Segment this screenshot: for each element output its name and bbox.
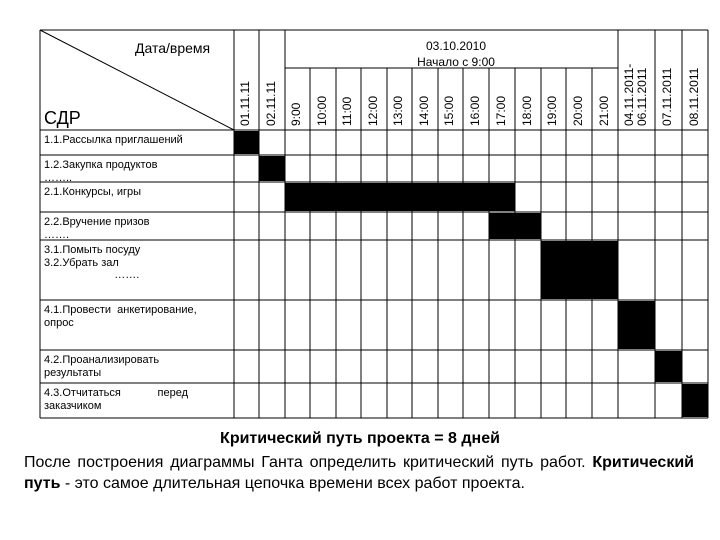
task-label: 2.2.Вручение призов ……. <box>44 216 150 241</box>
column-label: 21:00 <box>596 95 611 126</box>
day-header-start: Начало с 9:00 <box>417 55 495 70</box>
column-label: 19:00 <box>545 95 559 126</box>
column-label: 9:00 <box>289 102 303 126</box>
task-bar <box>489 213 541 239</box>
column-label: 15:00 <box>442 95 456 126</box>
task-label: 1.1.Рассылка приглашений <box>44 134 183 146</box>
paragraph-definition: - это самое длительная цепочка времени всех работ проекта. <box>60 475 525 492</box>
column-label: 12:00 <box>365 95 380 126</box>
task-label: 4.2.Проанализировать результаты <box>44 354 160 379</box>
column-label: 04.11.2011- 06.11.2011 <box>621 63 649 126</box>
task-label: 3.1.Помыть посуду 3.2.Убрать зал ……. <box>44 244 141 282</box>
day-header <box>386 38 526 70</box>
task-bar <box>541 241 618 299</box>
paragraph-intro: После построения диаграммы Ганта определить критический путь работ. <box>24 454 593 471</box>
column-label: 01.11.11 <box>238 81 252 126</box>
task-label: 1.2.Закупка продуктов …….. <box>44 159 158 184</box>
column-label: 07.11.2011 <box>660 67 674 126</box>
corner-wbs-label: СДР <box>44 108 81 128</box>
column-label: 10:00 <box>314 95 329 126</box>
column-label: 20:00 <box>570 95 585 126</box>
column-label: 17:00 <box>493 95 508 126</box>
task-label: 4.3.Отчитаться перед заказчиком <box>44 387 188 412</box>
task-bar <box>259 156 285 181</box>
task-bar <box>618 301 655 349</box>
task-bar <box>655 351 682 382</box>
column-label: 08.11.2011 <box>686 67 701 126</box>
column-label: 11:00 <box>340 96 354 126</box>
column-label: 16:00 <box>467 95 482 126</box>
column-label: 02.11.11 <box>263 81 278 126</box>
task-bar <box>234 131 259 154</box>
paragraph-term: Критический путь <box>24 454 694 492</box>
column-label: 13:00 <box>391 95 405 126</box>
task-bar <box>682 384 708 417</box>
task-label: 2.1.Конкурсы, игры <box>44 186 142 198</box>
column-label: 14:00 <box>416 95 431 126</box>
description-paragraph <box>24 452 694 494</box>
task-bar <box>285 183 515 211</box>
column-label: 18:00 <box>519 95 534 126</box>
task-label: 4.1.Провести анкетирование, опрос <box>44 304 197 329</box>
day-header-date: 03.10.2010 <box>425 39 487 53</box>
critical-path-title: Критический путь проекта = 8 дней <box>220 430 500 447</box>
corner-date-label: Дата/время <box>135 40 211 56</box>
